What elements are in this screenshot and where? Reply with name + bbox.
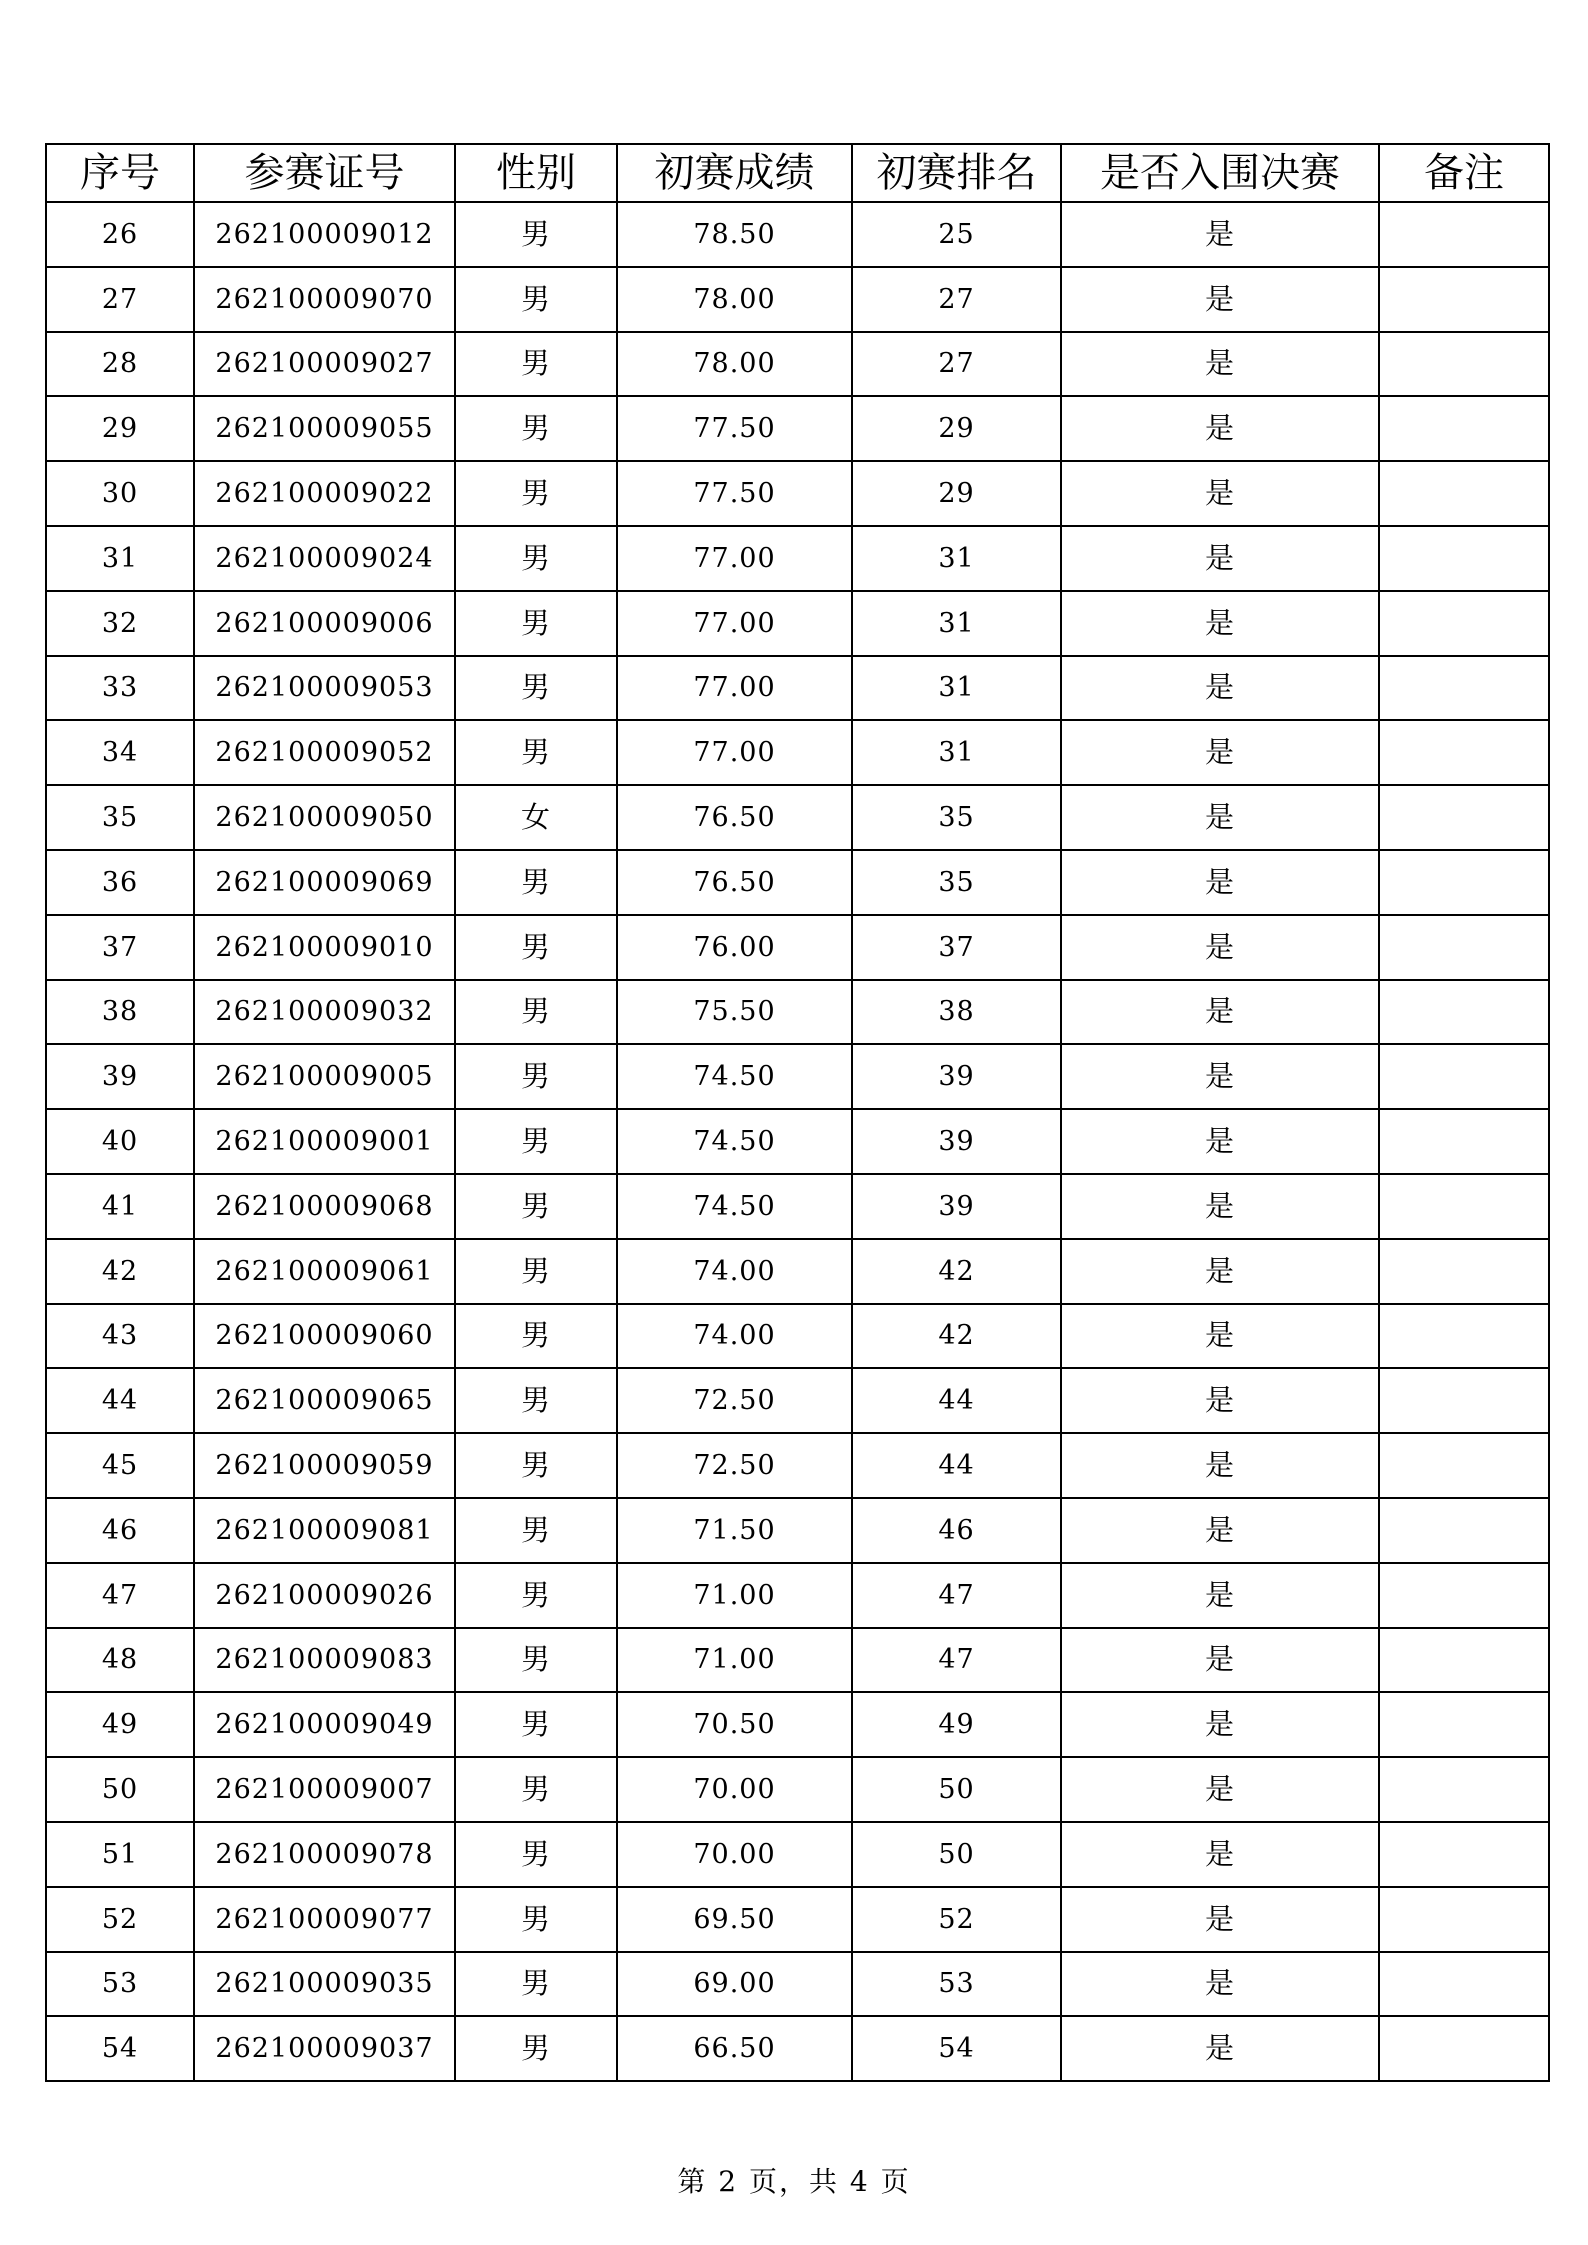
rank-cell: 54: [852, 2016, 1061, 2081]
qualified-cell: 是: [1061, 526, 1379, 591]
gender-cell: 男: [455, 202, 617, 267]
score-cell: 75.50: [617, 980, 852, 1045]
table-row: [46, 526, 1549, 591]
seq-no-cell: 54: [46, 2016, 194, 2081]
seq-no-cell: 47: [46, 1563, 194, 1628]
gender-cell: 男: [455, 720, 617, 785]
rank-cell: 25: [852, 202, 1061, 267]
rank-cell: 50: [852, 1822, 1061, 1887]
entry-id-cell: 262100009050: [194, 785, 455, 850]
rank-cell: 42: [852, 1239, 1061, 1304]
rank-cell: 38: [852, 980, 1061, 1045]
results-table: [45, 143, 1550, 2082]
entry-id-cell: 262100009077: [194, 1887, 455, 1952]
rank-cell: 35: [852, 785, 1061, 850]
table-row: [46, 785, 1549, 850]
table-row: [46, 1304, 1549, 1369]
gender-cell: 男: [455, 980, 617, 1045]
entry-id-cell: 262100009001: [194, 1109, 455, 1174]
score-cell: 70.50: [617, 1692, 852, 1757]
remarks-cell: [1379, 461, 1549, 526]
entry-id-cell: 262100009055: [194, 396, 455, 461]
entry-id-cell: 262100009070: [194, 267, 455, 332]
gender-cell: 男: [455, 1887, 617, 1952]
rank-cell: 53: [852, 1952, 1061, 2017]
entry-id-cell: 262100009005: [194, 1044, 455, 1109]
qualified-cell: 是: [1061, 1239, 1379, 1304]
score-cell: 77.50: [617, 461, 852, 526]
qualified-cell: 是: [1061, 332, 1379, 397]
seq-no-cell: 31: [46, 526, 194, 591]
remarks-cell: [1379, 1498, 1549, 1563]
rank-cell: 29: [852, 396, 1061, 461]
seq-no-cell: 37: [46, 915, 194, 980]
entry-id-cell: 262100009010: [194, 915, 455, 980]
score-cell: 78.50: [617, 202, 852, 267]
remarks-cell: [1379, 1174, 1549, 1239]
qualified-cell: 是: [1061, 202, 1379, 267]
header-qualified: 是否入围决赛: [1061, 144, 1379, 202]
qualified-cell: 是: [1061, 850, 1379, 915]
gender-cell: 男: [455, 1952, 617, 2017]
remarks-cell: [1379, 1628, 1549, 1693]
remarks-cell: [1379, 1692, 1549, 1757]
score-cell: 77.00: [617, 591, 852, 656]
gender-cell: 男: [455, 1757, 617, 1822]
seq-no-cell: 29: [46, 396, 194, 461]
score-cell: 74.00: [617, 1239, 852, 1304]
entry-id-cell: 262100009007: [194, 1757, 455, 1822]
rank-cell: 29: [852, 461, 1061, 526]
gender-cell: 男: [455, 1109, 617, 1174]
remarks-cell: [1379, 980, 1549, 1045]
gender-cell: 男: [455, 2016, 617, 2081]
table-row: [46, 1822, 1549, 1887]
seq-no-cell: 51: [46, 1822, 194, 1887]
entry-id-cell: 262100009035: [194, 1952, 455, 2017]
score-cell: 77.00: [617, 526, 852, 591]
qualified-cell: 是: [1061, 1368, 1379, 1433]
score-cell: 77.00: [617, 656, 852, 721]
entry-id-cell: 262100009052: [194, 720, 455, 785]
remarks-cell: [1379, 785, 1549, 850]
entry-id-cell: 262100009068: [194, 1174, 455, 1239]
gender-cell: 男: [455, 591, 617, 656]
table-row: [46, 1692, 1549, 1757]
score-cell: 70.00: [617, 1757, 852, 1822]
entry-id-cell: 262100009026: [194, 1563, 455, 1628]
seq-no-cell: 38: [46, 980, 194, 1045]
qualified-cell: 是: [1061, 1304, 1379, 1369]
gender-cell: 男: [455, 1692, 617, 1757]
rank-cell: 50: [852, 1757, 1061, 1822]
entry-id-cell: 262100009032: [194, 980, 455, 1045]
rank-cell: 31: [852, 720, 1061, 785]
rank-cell: 31: [852, 591, 1061, 656]
qualified-cell: 是: [1061, 1887, 1379, 1952]
score-cell: 72.50: [617, 1368, 852, 1433]
table-row: [46, 1498, 1549, 1563]
table-row: [46, 980, 1549, 1045]
remarks-cell: [1379, 591, 1549, 656]
score-cell: 66.50: [617, 2016, 852, 2081]
gender-cell: 男: [455, 1304, 617, 1369]
qualified-cell: 是: [1061, 1044, 1379, 1109]
seq-no-cell: 49: [46, 1692, 194, 1757]
rank-cell: 46: [852, 1498, 1061, 1563]
gender-cell: 男: [455, 1044, 617, 1109]
remarks-cell: [1379, 2016, 1549, 2081]
rank-cell: 47: [852, 1628, 1061, 1693]
gender-cell: 男: [455, 1433, 617, 1498]
remarks-cell: [1379, 1109, 1549, 1174]
qualified-cell: 是: [1061, 656, 1379, 721]
rank-cell: 35: [852, 850, 1061, 915]
table-row: [46, 1628, 1549, 1693]
gender-cell: 男: [455, 526, 617, 591]
score-cell: 76.00: [617, 915, 852, 980]
seq-no-cell: 26: [46, 202, 194, 267]
qualified-cell: 是: [1061, 1174, 1379, 1239]
remarks-cell: [1379, 332, 1549, 397]
seq-no-cell: 28: [46, 332, 194, 397]
score-cell: 71.00: [617, 1628, 852, 1693]
seq-no-cell: 36: [46, 850, 194, 915]
score-cell: 74.00: [617, 1304, 852, 1369]
table-row: [46, 1563, 1549, 1628]
seq-no-cell: 53: [46, 1952, 194, 2017]
table-row: [46, 1433, 1549, 1498]
table-row: [46, 1887, 1549, 1952]
rank-cell: 27: [852, 267, 1061, 332]
remarks-cell: [1379, 1757, 1549, 1822]
qualified-cell: 是: [1061, 2016, 1379, 2081]
seq-no-cell: 39: [46, 1044, 194, 1109]
rank-cell: 39: [852, 1109, 1061, 1174]
remarks-cell: [1379, 1368, 1549, 1433]
score-cell: 76.50: [617, 850, 852, 915]
qualified-cell: 是: [1061, 785, 1379, 850]
score-cell: 76.50: [617, 785, 852, 850]
table-row: [46, 1239, 1549, 1304]
score-cell: 77.50: [617, 396, 852, 461]
rank-cell: 39: [852, 1174, 1061, 1239]
seq-no-cell: 33: [46, 656, 194, 721]
entry-id-cell: 262100009065: [194, 1368, 455, 1433]
entry-id-cell: 262100009059: [194, 1433, 455, 1498]
remarks-cell: [1379, 396, 1549, 461]
table-row: [46, 850, 1549, 915]
qualified-cell: 是: [1061, 461, 1379, 526]
score-cell: 78.00: [617, 332, 852, 397]
entry-id-cell: 262100009053: [194, 656, 455, 721]
table-row: [46, 461, 1549, 526]
gender-cell: 男: [455, 915, 617, 980]
table-row: [46, 1757, 1549, 1822]
table-row: [46, 1109, 1549, 1174]
score-cell: 74.50: [617, 1109, 852, 1174]
header-seq-no: 序号: [46, 144, 194, 202]
qualified-cell: 是: [1061, 915, 1379, 980]
remarks-cell: [1379, 1304, 1549, 1369]
score-cell: 71.50: [617, 1498, 852, 1563]
qualified-cell: 是: [1061, 1628, 1379, 1693]
table-body: [46, 202, 1549, 2081]
seq-no-cell: 40: [46, 1109, 194, 1174]
entry-id-cell: 262100009012: [194, 202, 455, 267]
qualified-cell: 是: [1061, 396, 1379, 461]
table-row: [46, 267, 1549, 332]
seq-no-cell: 34: [46, 720, 194, 785]
rank-cell: 39: [852, 1044, 1061, 1109]
header-gender: 性别: [455, 144, 617, 202]
remarks-cell: [1379, 1239, 1549, 1304]
table-row: [46, 332, 1549, 397]
table-row: [46, 915, 1549, 980]
rank-cell: 47: [852, 1563, 1061, 1628]
header-row: [46, 144, 1549, 202]
seq-no-cell: 32: [46, 591, 194, 656]
score-cell: 77.00: [617, 720, 852, 785]
gender-cell: 男: [455, 267, 617, 332]
rank-cell: 27: [852, 332, 1061, 397]
gender-cell: 男: [455, 461, 617, 526]
score-cell: 71.00: [617, 1563, 852, 1628]
rank-cell: 44: [852, 1368, 1061, 1433]
score-cell: 69.00: [617, 1952, 852, 2017]
entry-id-cell: 262100009060: [194, 1304, 455, 1369]
seq-no-cell: 30: [46, 461, 194, 526]
remarks-cell: [1379, 202, 1549, 267]
entry-id-cell: 262100009024: [194, 526, 455, 591]
seq-no-cell: 27: [46, 267, 194, 332]
gender-cell: 女: [455, 785, 617, 850]
entry-id-cell: 262100009061: [194, 1239, 455, 1304]
gender-cell: 男: [455, 1628, 617, 1693]
remarks-cell: [1379, 1822, 1549, 1887]
seq-no-cell: 35: [46, 785, 194, 850]
seq-no-cell: 41: [46, 1174, 194, 1239]
header-prelim-score: 初赛成绩: [617, 144, 852, 202]
remarks-cell: [1379, 267, 1549, 332]
entry-id-cell: 262100009027: [194, 332, 455, 397]
entry-id-cell: 262100009022: [194, 461, 455, 526]
gender-cell: 男: [455, 1174, 617, 1239]
seq-no-cell: 50: [46, 1757, 194, 1822]
qualified-cell: 是: [1061, 1109, 1379, 1174]
rank-cell: 31: [852, 526, 1061, 591]
table-row: [46, 591, 1549, 656]
seq-no-cell: 43: [46, 1304, 194, 1369]
qualified-cell: 是: [1061, 1757, 1379, 1822]
gender-cell: 男: [455, 1239, 617, 1304]
qualified-cell: 是: [1061, 267, 1379, 332]
qualified-cell: 是: [1061, 1692, 1379, 1757]
qualified-cell: 是: [1061, 1433, 1379, 1498]
entry-id-cell: 262100009069: [194, 850, 455, 915]
gender-cell: 男: [455, 1498, 617, 1563]
score-cell: 74.50: [617, 1174, 852, 1239]
rank-cell: 31: [852, 656, 1061, 721]
score-cell: 78.00: [617, 267, 852, 332]
remarks-cell: [1379, 656, 1549, 721]
qualified-cell: 是: [1061, 1822, 1379, 1887]
rank-cell: 44: [852, 1433, 1061, 1498]
seq-no-cell: 45: [46, 1433, 194, 1498]
entry-id-cell: 262100009083: [194, 1628, 455, 1693]
remarks-cell: [1379, 1433, 1549, 1498]
qualified-cell: 是: [1061, 720, 1379, 785]
score-cell: 69.50: [617, 1887, 852, 1952]
remarks-cell: [1379, 1887, 1549, 1952]
entry-id-cell: 262100009049: [194, 1692, 455, 1757]
gender-cell: 男: [455, 396, 617, 461]
remarks-cell: [1379, 1044, 1549, 1109]
table-row: [46, 1952, 1549, 2017]
qualified-cell: 是: [1061, 1563, 1379, 1628]
table-header: [46, 144, 1549, 202]
qualified-cell: 是: [1061, 980, 1379, 1045]
entry-id-cell: 262100009081: [194, 1498, 455, 1563]
gender-cell: 男: [455, 1822, 617, 1887]
gender-cell: 男: [455, 656, 617, 721]
table-row: [46, 1368, 1549, 1433]
seq-no-cell: 48: [46, 1628, 194, 1693]
remarks-cell: [1379, 526, 1549, 591]
remarks-cell: [1379, 1952, 1549, 2017]
seq-no-cell: 42: [46, 1239, 194, 1304]
remarks-cell: [1379, 850, 1549, 915]
score-cell: 74.50: [617, 1044, 852, 1109]
seq-no-cell: 46: [46, 1498, 194, 1563]
gender-cell: 男: [455, 850, 617, 915]
page-footer: 第 2 页，共 4 页: [677, 2165, 911, 2198]
header-prelim-rank: 初赛排名: [852, 144, 1061, 202]
remarks-cell: [1379, 915, 1549, 980]
rank-cell: 49: [852, 1692, 1061, 1757]
entry-id-cell: 262100009037: [194, 2016, 455, 2081]
table-row: [46, 396, 1549, 461]
table-row: [46, 1044, 1549, 1109]
rank-cell: 37: [852, 915, 1061, 980]
gender-cell: 男: [455, 1563, 617, 1628]
qualified-cell: 是: [1061, 1952, 1379, 2017]
remarks-cell: [1379, 1563, 1549, 1628]
remarks-cell: [1379, 720, 1549, 785]
header-remarks: 备注: [1379, 144, 1549, 202]
table-row: [46, 656, 1549, 721]
table-row: [46, 202, 1549, 267]
gender-cell: 男: [455, 332, 617, 397]
score-cell: 72.50: [617, 1433, 852, 1498]
rank-cell: 42: [852, 1304, 1061, 1369]
qualified-cell: 是: [1061, 1498, 1379, 1563]
qualified-cell: 是: [1061, 591, 1379, 656]
table-row: [46, 2016, 1549, 2081]
header-entry-id: 参赛证号: [194, 144, 455, 202]
table-row: [46, 1174, 1549, 1239]
entry-id-cell: 262100009006: [194, 591, 455, 656]
gender-cell: 男: [455, 1368, 617, 1433]
score-cell: 70.00: [617, 1822, 852, 1887]
seq-no-cell: 52: [46, 1887, 194, 1952]
rank-cell: 52: [852, 1887, 1061, 1952]
seq-no-cell: 44: [46, 1368, 194, 1433]
entry-id-cell: 262100009078: [194, 1822, 455, 1887]
table-row: [46, 720, 1549, 785]
